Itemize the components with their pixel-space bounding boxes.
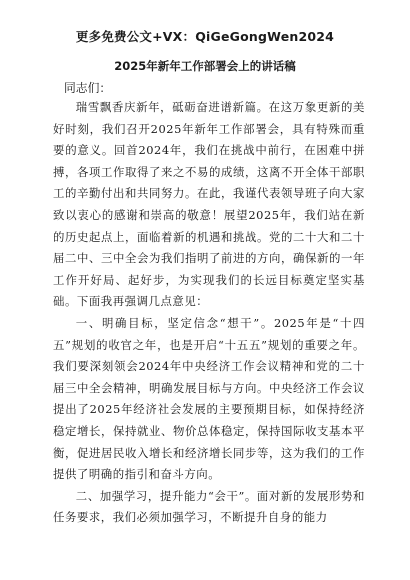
document-title: 2025年新年工作部署会上的讲话稿	[114, 59, 296, 73]
salutation: 同志们：	[64, 81, 112, 95]
paragraph-point-one: 一、明确目标，坚定信念“想干”。2025年是“十四五”规划的收官之年，也是开启“十五五”规划的重要之年。我们要深刻领会2024年中央经济工作会议精神和党的二十届三中全会精神，明确发展目标与方向。中央经济工作会议提出了2025年经济社会发展的主要预期目标，如保持经济稳定增长，保持就业、物价总体稳定，保持国际收支基本平衡，促进居民收入增长和经济增长同步等，这为我们的工作提供了明确的指引和奋斗方向。	[53, 315, 365, 482]
document-body	[53, 97, 365, 529]
paragraph-point-two: 二、加强学习，提升能力“会干”。面对新的发展形势和任务要求，我们必须加强学习，不断提升自身的能力	[53, 488, 365, 525]
watermark-header: 更多免费公文+VX：QiGeGongWen2024	[75, 29, 335, 44]
paragraph-intro: 瑞雪飘香庆新年，砥砺奋进谱新篇。在这万象更新的美好时刻，我们召开2025年新年工作部署会，具有特殊而重要的意义。回首2024年，我们在挑战中前行，在困难中拼搏，各项工作取得了来之不易的成绩，这离不开全体干部职工的辛勤付出和共同努力。在此，我谨代表领导班子向大家致以衷心的感谢和崇高的敬意！展望2025年，我们站在新的历史起点上，面临着新的机遇和挑战。党的二十大和二十届二中、三中全会为我们指明了前进的方向，确保新的一年工作开好局、起好步，为实现我们的长远目标奠定坚实基础。下面我再强调几点意见：	[53, 100, 365, 309]
